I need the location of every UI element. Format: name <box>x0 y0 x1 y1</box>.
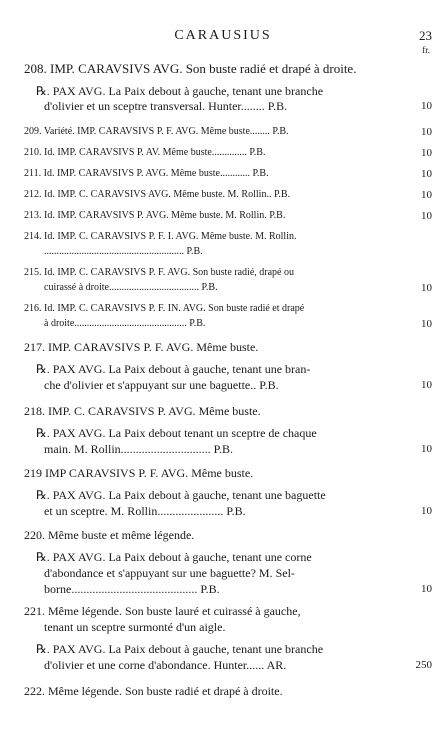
catalogue-line-text: ℞. PAX AVG. La Paix debout à gauche, tenant une branche <box>36 642 324 656</box>
price-value: 10 <box>421 505 432 517</box>
price-value: 250 <box>415 659 432 671</box>
catalogue-line-text: à droite............................................. P.B. <box>44 318 206 329</box>
catalogue-line-text: 221. Même légende. Son buste lauré et cuirassé à gauche, <box>24 604 301 618</box>
catalogue-line-text: 218. IMP. C. CARAVSIVS P. AVG. Même buste. <box>24 404 261 418</box>
catalogue-line-text: 211. Id. IMP. CARAVSIVS P. AVG. Même buste............ P.B. <box>24 168 269 179</box>
catalogue-line-text: 210. Id. IMP. CARAVSIVS P. AV. Même buste.............. P.B. <box>24 147 266 158</box>
catalogue-line-text: 213. Id. IMP. CARAVSIVS P. AVG. Même buste. M. Rollin. P.B. <box>24 210 286 221</box>
catalogue-line-text: 214. Id. IMP. C. CARAVSIVS P. F. I. AVG. Même buste. M. Rollin. <box>24 231 297 242</box>
catalogue-line-text: ........................................................ P.B. <box>44 246 203 257</box>
catalogue-line-text: ℞. PAX AVG. La Paix debout à gauche, tenant une branche <box>36 84 324 98</box>
catalogue-line <box>44 620 225 634</box>
catalogue-line-text: d'olivier et une corne d'abondance. Hunter...... AR. <box>44 658 287 672</box>
catalogue-line <box>44 245 203 259</box>
catalogue-line-text: 216. Id. IMP. C. CARAVSIVS P. F. IN. AVG. Son buste radié et drapé <box>24 303 305 314</box>
catalogue-line <box>24 684 283 698</box>
catalogue-line-text: 215. Id. IMP. C. CARAVSIVS P. F. AVG. Son buste radié, drapé ou <box>24 267 294 278</box>
price-value: 10 <box>421 126 432 138</box>
catalogue-line-text: cuirassé à droite.................................... P.B. <box>44 282 218 293</box>
catalogue-line-text: main. M. Rollin.............................. P.B. <box>44 442 234 456</box>
catalogue-line-text: 220. Même buste et même légende. <box>24 528 195 542</box>
catalogue-line <box>24 466 253 480</box>
catalogue-line-text: ℞. PAX AVG. La Paix debout à gauche, tenant une corne <box>36 550 312 564</box>
catalogue-line <box>44 504 246 518</box>
price-value: 10 <box>421 379 432 391</box>
catalogue-line <box>24 188 290 202</box>
catalogue-line-text: tenant un sceptre surmonté d'un aigle. <box>44 620 226 634</box>
catalogue-line-text: 212. Id. IMP. C. CARAVSIVS AVG. Même buste. M. Rollin.. P.B. <box>24 189 291 200</box>
catalogue-line <box>44 442 233 456</box>
catalogue-line <box>24 604 301 618</box>
catalogue-line <box>24 125 289 139</box>
catalogue-line-text: et un sceptre. M. Rollin...................... P.B. <box>44 504 246 518</box>
catalogue-line <box>44 317 205 331</box>
price-unit-label: fr. <box>422 45 430 55</box>
catalogue-line-text: ℞. PAX AVG. La Paix debout à gauche, tenant une bran- <box>36 362 311 376</box>
price-value: 10 <box>421 443 432 455</box>
catalogue-line <box>44 658 286 672</box>
catalogue-line <box>24 340 258 354</box>
catalogue-line <box>44 281 218 295</box>
catalogue-line-text: borne.......................................... P.B. <box>44 582 220 596</box>
price-value: 10 <box>421 100 432 112</box>
price-value: 10 <box>421 147 432 159</box>
catalogue-line <box>36 362 310 376</box>
page-number: 23 <box>419 28 432 43</box>
catalogue-line-text: 208. IMP. CARAVSIVS AVG. Son buste radié et drapé à droite. <box>24 61 357 76</box>
catalogue-line <box>44 566 295 580</box>
catalogue-line <box>24 146 265 160</box>
catalogue-line-text: 222. Même légende. Son buste radié et drapé à droite. <box>24 684 283 698</box>
price-value: 10 <box>421 189 432 201</box>
catalogue-line <box>24 302 304 316</box>
catalogue-line-text: che d'olivier et s'appuyant sur une baguette.. P.B. <box>44 378 279 392</box>
catalogue-line <box>24 62 356 76</box>
catalogue-line-text: 219 IMP CARAVSIVS P. F. AVG. Même buste. <box>24 466 254 480</box>
catalogue-line-text: d'abondance et s'appuyant sur une baguette? M. Sel- <box>44 566 295 580</box>
catalogue-line-text: 217. IMP. CARAVSIVS P. F. AVG. Même buste. <box>24 340 259 354</box>
catalogue-line-text: 209. Variété. IMP. CARAVSIVS P. F. AVG. Même buste........ P.B. <box>24 126 289 137</box>
catalogue-line <box>36 488 326 502</box>
catalogue-line <box>44 378 279 392</box>
catalogue-line <box>44 99 287 113</box>
catalogue-line-text: d'olivier et un sceptre transversal. Hunter........ P.B. <box>44 99 288 113</box>
catalogue-line <box>24 167 269 181</box>
price-value: 10 <box>421 210 432 222</box>
catalogue-line <box>24 230 297 244</box>
page-title: CARAUSIUS <box>174 28 272 43</box>
price-value: 10 <box>421 318 432 330</box>
price-value: 10 <box>421 168 432 180</box>
catalogue-line <box>24 528 194 542</box>
price-value: 10 <box>421 282 432 294</box>
catalogue-line <box>36 426 317 440</box>
catalogue-line <box>24 209 285 223</box>
catalogue-line <box>36 550 312 564</box>
catalogue-line <box>44 582 220 596</box>
catalogue-line-text: ℞. PAX AVG. La Paix debout tenant un sceptre de chaque <box>36 426 317 440</box>
price-value: 10 <box>421 583 432 595</box>
catalogue-line <box>36 84 323 98</box>
catalogue-line <box>24 404 261 418</box>
catalogue-line-text: ℞. PAX AVG. La Paix debout à gauche, tenant une baguette <box>36 488 326 502</box>
catalogue-line <box>36 642 323 656</box>
catalogue-line <box>24 266 294 280</box>
